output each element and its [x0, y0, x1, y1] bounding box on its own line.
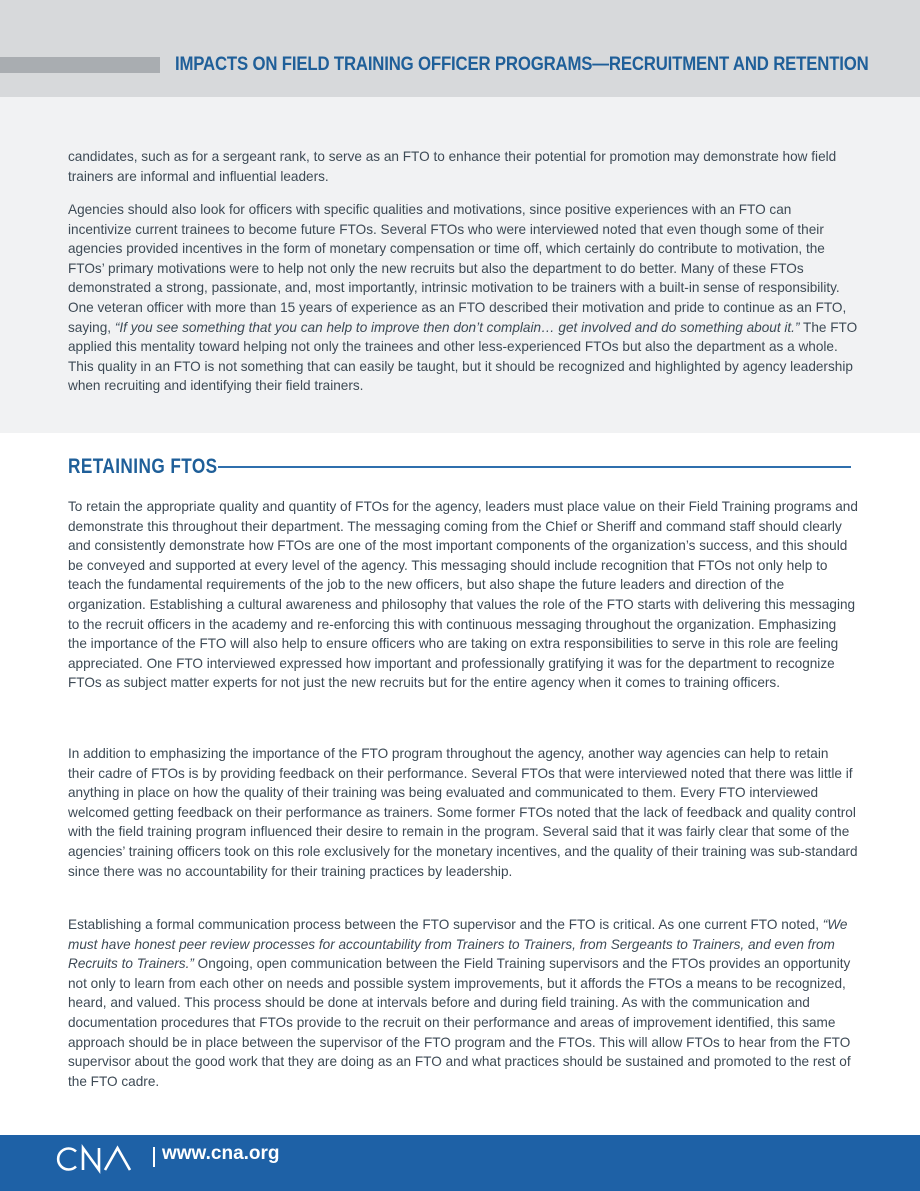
paragraph-text: Ongoing, open communication between the Field Training supervisors and the FTOs provides an opportunity not only to learn from each other on needs and possible system improvements, but it affords the FTOs a means to be recognized, heard, and valued. This process should be done at intervals before and during field training. As with the communication and documentation procedures that FTOs provide to the recruit on their performance and areas of improvement identified, this same approach should be in place between the supervisor of the FTO program and the FTOs. This will allow FTOs to hear from the FTO supervisor about the good work that they are doing as an FTO and what practices should be sustained and promoted to the rest of the FTO cadre.: [68, 956, 851, 1089]
footer-website-link[interactable]: www.cna.org: [162, 1143, 280, 1164]
officer-quote: “If you see something that you can help to improve then don’t complain… get involved and do something about it.”: [114, 319, 800, 335]
section-heading-retaining-ftos: RETAINING FTOS: [68, 455, 218, 478]
header-accent-bar: [0, 57, 160, 73]
shaded-paragraph-1: candidates, such as for a sergeant rank, to serve as an FTO to enhance their potential for promotion may demonstrate how field trainers are informal and influential leaders.: [68, 149, 837, 184]
fto-quote: “We must have honest peer review processes for accountability from Trainers to Trainers, from Sergeants to Trainers, and even from Recruits to Trainers.”: [68, 917, 848, 972]
page-header-title: IMPACTS ON FIELD TRAINING OFFICER PROGRAMS—RECRUITMENT AND RETENTION: [175, 53, 869, 75]
paragraph-text: Agencies should also look for officers with specific qualities and motivations, since positive experiences with an FTO can incentivize current trainees to become future FTOs. Several FTOs who were interviewed noted that even though some of their agencies provided incentives in the form of monetary compensation or time off, which certainly do contribute to motivation, the FTOs’ primary motivations were to help not only the new recruits but also the department to do better. Many of these FTOs demonstrated a strong, passionate, and, most importantly, intrinsic motivation to be trainers with a built-in sense of responsibility. One veteran officer with more than 15 years of experience as an FTO described their motivation and pride to continue as an FTO, saying,: [68, 202, 847, 335]
retaining-paragraph-1: To retain the appropriate quality and quantity of FTOs for the agency, leaders must place value on their Field Training programs and demonstrate this throughout their department. The messaging coming from the Chief or Sheriff and command staff should clearly and consistently demonstrate how FTOs are one of the most important components of the organization’s success, and this should be conveyed and supported at every level of the agency. This messaging should include recognition that FTOs not only help to teach the fundamental requirements of the job to the new officers, but also shape the future leaders and direction of the organization. Establishing a cultural awareness and philosophy that values the role of the FTO starts with delivering this messaging to the recruit officers in the academy and re-enforcing this with continuous messaging throughout the organization. Emphasizing the importance of the FTO will also help to ensure officers who are taking on extra responsibilities to serve in this role are feeling appreciated. One FTO interviewed expressed how important and professionally gratifying it was for the department to recognize FTOs as subject matter experts for not just the new recruits but for the entire agency when it comes to training officers.: [68, 499, 858, 691]
retaining-paragraph-3: [68, 915, 858, 1091]
footer-separator: [153, 1147, 155, 1167]
section-heading-rule: [218, 466, 851, 468]
footer-bar: [0, 1135, 920, 1191]
header-band: [0, 0, 920, 97]
paragraph-text: Establishing a formal communication process between the FTO supervisor and the FTO is critical. As one current FTO noted,: [68, 917, 823, 932]
cna-logo: [52, 1142, 136, 1174]
retaining-paragraph-2: In addition to emphasizing the importance of the FTO program throughout the agency, another way agencies can help to retain their cadre of FTOs is by providing feedback on their performance. Several FTOs that were interviewed noted that there was little if anything in place on how the quality of their training was being evaluated and communicated to them. Every FTO interviewed welcomed getting feedback on their performance as trainers. Some former FTOs noted that the lack of feedback and quality control with the field training program influenced their desire to remain in the program. Several said that it was fairly clear that some of the agencies’ training officers took on this role exclusively for the monetary incentives, and the quality of their training was sub-standard since there was no accountability for their training practices by leadership.: [68, 746, 858, 879]
paragraph-text: The FTO applied this mentality toward helping not only the trainees and other less-experienced FTOs but also the department as a whole. This quality in an FTO is not something that can easily be taught, but it should be recognized and highlighted by agency leadership when recruiting and identifying their field trainers.: [68, 319, 858, 394]
shaded-paragraph-2: [68, 200, 858, 396]
